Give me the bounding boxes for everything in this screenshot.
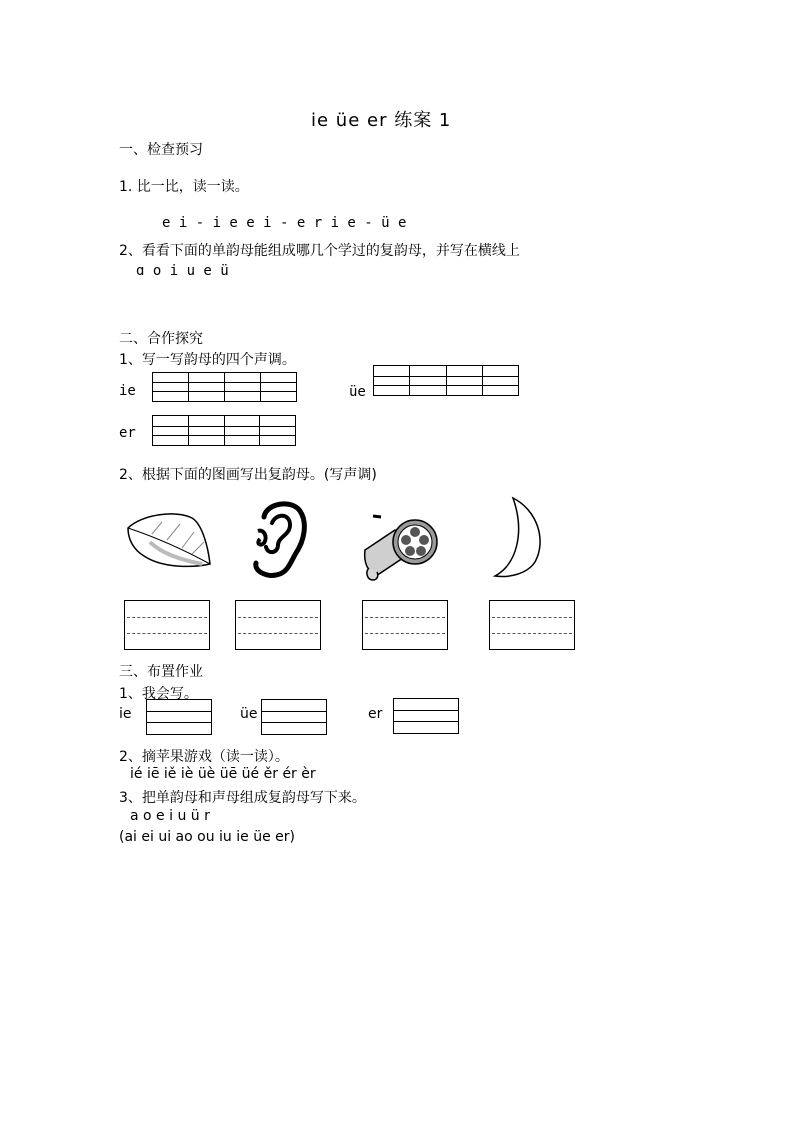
s3-label-er: er (368, 706, 383, 722)
tone-cell[interactable] (188, 373, 224, 401)
tone-cell[interactable] (374, 366, 409, 395)
tone-cell[interactable] (482, 366, 518, 395)
s1-question-1: 1. 比一比，读一读。 (119, 179, 249, 195)
tone-cell[interactable] (446, 366, 482, 395)
answer-box-1[interactable] (124, 600, 210, 650)
s2-question-1: 1、写一写韵母的四个声调。 (119, 352, 296, 368)
answer-box-2[interactable] (235, 600, 321, 650)
tone-grid-ue[interactable] (373, 365, 519, 396)
leaf-icon (122, 506, 216, 586)
s1-question-2: 2、看看下面的单韵母能组成哪几个学过的复韵母，并写在横线上 (119, 243, 520, 259)
s3-question-1: 1、我会写。 (119, 686, 198, 702)
s3-q3-row: a o e i u ü r (130, 808, 210, 824)
tone-cell[interactable] (224, 416, 260, 445)
tone-cell[interactable] (259, 416, 295, 445)
tone-cell[interactable] (409, 366, 445, 395)
s3-q2-row: ié iē iě iè üè üē üé ěr ér èr (130, 766, 316, 782)
answer-box-4[interactable] (489, 600, 575, 650)
s3-label-ue: üe (240, 706, 258, 722)
page-title: ie üe er 练案 1 (311, 110, 452, 131)
s3-label-ie: ie (119, 706, 132, 722)
write-box-ie[interactable] (146, 699, 212, 735)
tone-cell[interactable] (224, 373, 260, 401)
s2-label-ue: üe (349, 384, 366, 400)
moon-icon (491, 496, 547, 580)
section-3-heading: 三、布置作业 (119, 664, 203, 680)
tone-cell[interactable] (260, 373, 296, 401)
s3-question-2: 2、摘苹果游戏（读一读）。 (119, 749, 289, 765)
tone-cell[interactable] (153, 373, 188, 401)
s2-label-ie: ie (119, 383, 136, 399)
section-2-heading: 二、合作探究 (119, 331, 203, 347)
section-1-heading: 一、检查预习 (119, 142, 203, 158)
s1-q2-row: ɑ o i u e ü (136, 263, 229, 279)
answer-box-3[interactable] (362, 600, 448, 650)
s3-q3-answers: (ai ei ui ao ou iu ie üe er) (119, 829, 295, 845)
tone-cell[interactable] (153, 416, 188, 445)
write-box-ue[interactable] (261, 699, 327, 735)
s3-question-3: 3、把单韵母和声母组成复韵母写下来。 (119, 790, 366, 806)
tone-grid-er[interactable] (152, 415, 296, 446)
s2-question-2: 2、根据下面的图画写出复韵母。(写声调) (119, 467, 377, 483)
s2-label-er: er (119, 425, 136, 441)
write-box-er[interactable] (393, 698, 459, 734)
tone-grid-ie[interactable] (152, 372, 297, 402)
film-reel-icon (355, 510, 455, 584)
tone-cell[interactable] (188, 416, 224, 445)
ear-icon (248, 497, 310, 579)
s1-q1-row: e i - i e e i - e r i e - ü e (162, 215, 407, 231)
